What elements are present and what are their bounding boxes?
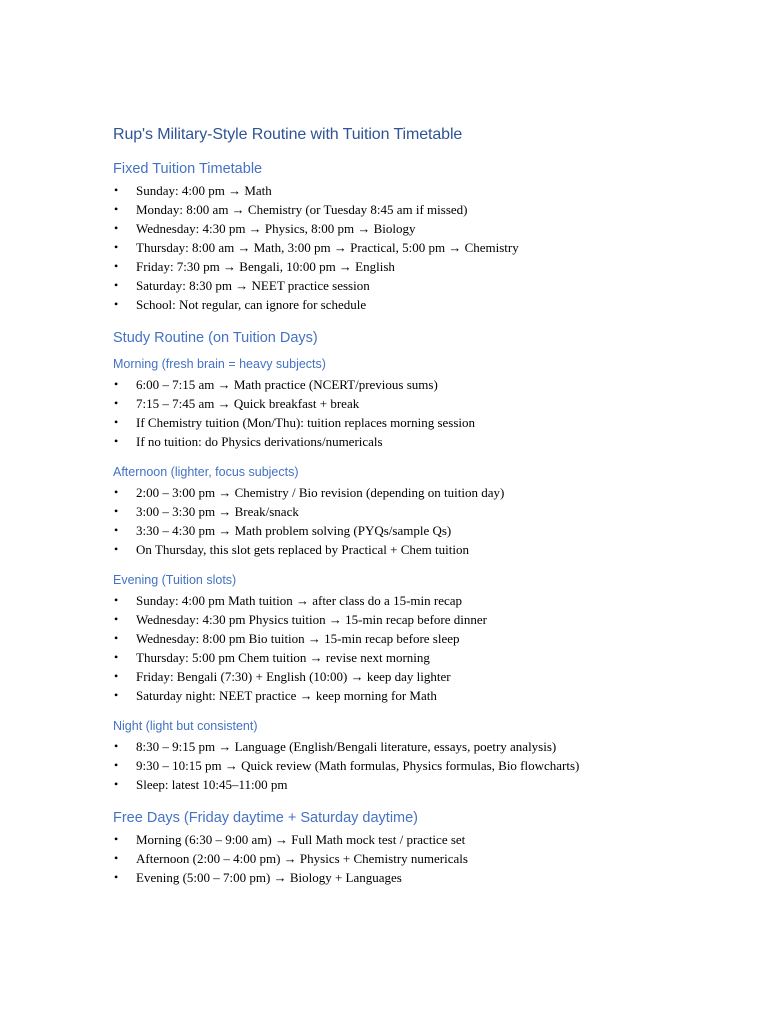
list-item	[113, 737, 733, 756]
list-item	[113, 648, 733, 667]
bullet-icon: •	[114, 183, 119, 197]
bullet-icon: •	[114, 851, 119, 865]
list-item	[113, 413, 733, 432]
bullet-icon: •	[114, 593, 119, 607]
fixed-timetable-heading: Fixed Tuition Timetable	[113, 161, 263, 177]
list-item	[113, 432, 733, 451]
bullet-icon: •	[114, 415, 119, 429]
bullet-icon: •	[114, 832, 119, 846]
bullet-icon: •	[114, 377, 119, 391]
list-item	[113, 257, 733, 276]
list-item	[113, 775, 733, 794]
list-item-text: 9:30 – 10:15 pm → Quick review (Math formulas, Physics formulas, Bio flowcharts)	[136, 758, 580, 773]
bullet-icon: •	[114, 669, 119, 683]
list-item	[113, 483, 733, 502]
bullet-icon: •	[114, 259, 119, 273]
list-item-text: If no tuition: do Physics derivations/numericals	[136, 434, 383, 449]
afternoon-list	[113, 483, 733, 559]
list-item-text: Thursday: 5:00 pm Chem tuition → revise next morning	[136, 650, 430, 665]
bullet-icon: •	[114, 542, 119, 556]
list-item	[113, 756, 733, 775]
list-item-text: Saturday night: NEET practice → keep morning for Math	[136, 688, 437, 703]
list-item-text: 8:30 – 9:15 pm → Language (English/Bengali literature, essays, poetry analysis)	[136, 739, 557, 754]
bullet-icon: •	[114, 870, 119, 884]
list-item-text: Sunday: 4:00 pm Math tuition → after class do a 15-min recap	[136, 593, 463, 608]
list-item-text: 2:00 – 3:00 pm → Chemistry / Bio revision (depending on tuition day)	[136, 485, 505, 500]
morning-list	[113, 375, 733, 451]
list-item	[113, 830, 733, 849]
list-item	[113, 667, 733, 686]
bullet-icon: •	[114, 688, 119, 702]
list-item-text: Sleep: latest 10:45–11:00 pm	[136, 777, 288, 792]
document-body	[113, 124, 733, 887]
evening-list	[113, 591, 733, 705]
list-item-text: Wednesday: 8:00 pm Bio tuition → 15-min recap before sleep	[136, 631, 460, 646]
bullet-icon: •	[114, 278, 119, 292]
list-item	[113, 686, 733, 705]
fixed-timetable-list	[113, 181, 733, 314]
list-item-text: If Chemistry tuition (Mon/Thu): tuition replaces morning session	[136, 415, 476, 430]
list-item-text: Friday: 7:30 pm → Bengali, 10:00 pm → English	[136, 259, 395, 274]
bullet-icon: •	[114, 504, 119, 518]
list-item-text: 3:30 – 4:30 pm → Math problem solving (PYQs/sample Qs)	[136, 523, 452, 538]
list-item	[113, 591, 733, 610]
morning-heading: Morning (fresh brain = heavy subjects)	[113, 357, 326, 371]
list-item	[113, 849, 733, 868]
list-item-text: Monday: 8:00 am → Chemistry (or Tuesday 8:45 am if missed)	[136, 202, 468, 217]
list-item	[113, 276, 733, 295]
bullet-icon: •	[114, 777, 119, 791]
list-item	[113, 629, 733, 648]
list-item-text: Wednesday: 4:30 pm Physics tuition → 15-min recap before dinner	[136, 612, 487, 627]
list-item	[113, 200, 733, 219]
list-item-text: 6:00 – 7:15 am → Math practice (NCERT/previous sums)	[136, 377, 438, 392]
free-days-list	[113, 830, 733, 887]
list-item	[113, 394, 733, 413]
bullet-icon: •	[114, 612, 119, 626]
night-heading: Night (light but consistent)	[113, 719, 258, 733]
bullet-icon: •	[114, 434, 119, 448]
list-item-text: Thursday: 8:00 am → Math, 3:00 pm → Practical, 5:00 pm → Chemistry	[136, 240, 519, 255]
document-title: Rup's Military-Style Routine with Tuition Timetable	[113, 126, 463, 143]
list-item	[113, 502, 733, 521]
list-item	[113, 868, 733, 887]
list-item-text: Friday: Bengali (7:30) + English (10:00) → keep day lighter	[136, 669, 451, 684]
list-item	[113, 540, 733, 559]
bullet-icon: •	[114, 202, 119, 216]
bullet-icon: •	[114, 485, 119, 499]
list-item-text: Saturday: 8:30 pm → NEET practice session	[136, 278, 370, 293]
bullet-icon: •	[114, 221, 119, 235]
list-item	[113, 375, 733, 394]
list-item-text: School: Not regular, can ignore for schedule	[136, 297, 367, 312]
bullet-icon: •	[114, 758, 119, 772]
list-item-text: Afternoon (2:00 – 4:00 pm) → Physics + Chemistry numericals	[136, 851, 468, 866]
evening-heading: Evening (Tuition slots)	[113, 573, 237, 587]
bullet-icon: •	[114, 739, 119, 753]
list-item-text: Morning (6:30 – 9:00 am) → Full Math mock test / practice set	[136, 832, 466, 847]
night-list	[113, 737, 733, 794]
list-item	[113, 610, 733, 629]
bullet-icon: •	[114, 631, 119, 645]
list-item	[113, 219, 733, 238]
list-item-text: Sunday: 4:00 pm → Math	[136, 183, 272, 198]
list-item	[113, 181, 733, 200]
bullet-icon: •	[114, 523, 119, 537]
list-item-text: 3:00 – 3:30 pm → Break/snack	[136, 504, 299, 519]
afternoon-heading: Afternoon (lighter, focus subjects)	[113, 465, 299, 479]
list-item	[113, 295, 733, 314]
bullet-icon: •	[114, 396, 119, 410]
list-item-text: 7:15 – 7:45 am → Quick breakfast + break	[136, 396, 360, 411]
bullet-icon: •	[114, 297, 119, 311]
bullet-icon: •	[114, 650, 119, 664]
list-item-text: Wednesday: 4:30 pm → Physics, 8:00 pm → Biology	[136, 221, 416, 236]
list-item-text: Evening (5:00 – 7:00 pm) → Biology + Languages	[136, 870, 402, 885]
free-days-heading: Free Days (Friday daytime + Saturday daytime)	[113, 810, 419, 826]
list-item-text: On Thursday, this slot gets replaced by Practical + Chem tuition	[136, 542, 469, 557]
bullet-icon: •	[114, 240, 119, 254]
study-routine-heading: Study Routine (on Tuition Days)	[113, 330, 318, 346]
list-item	[113, 238, 733, 257]
list-item	[113, 521, 733, 540]
